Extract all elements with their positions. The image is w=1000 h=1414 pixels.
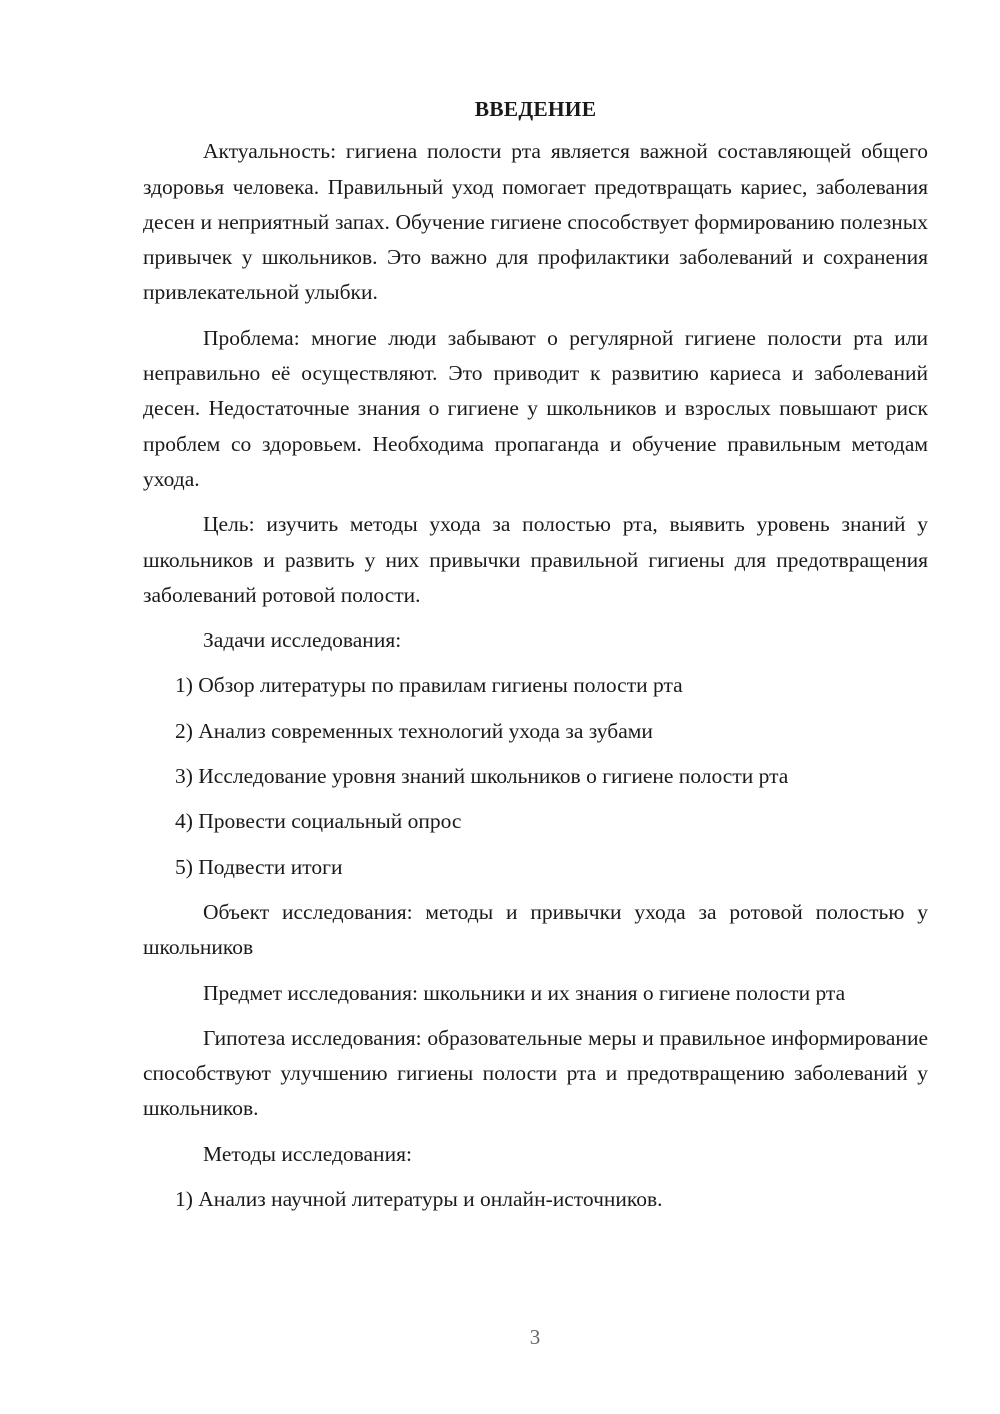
list-item: 1) Обзор литературы по правилам гигиены полости рта (175, 673, 683, 698)
list-item: 5) Подвести итоги (175, 854, 343, 879)
methods-heading: Методы исследования: (203, 1141, 412, 1166)
list-item: 3) Исследование уровня знаний школьников о гигиене полости рта (175, 764, 789, 789)
document-page (143, 92, 928, 1227)
list-item: 2) Анализ современных технологий ухода за зубами (175, 718, 653, 743)
object-paragraph: Объект исследования: методы и привычки ухода за ротовой полостью у школьников (143, 899, 928, 960)
tasks-list (143, 668, 928, 884)
subject-paragraph: Предмет исследования: школьники и их знания о гигиене полости рта (203, 980, 846, 1005)
hypothesis-paragraph: Гипотеза исследования: образовательные меры и правильное информирование способствуют улучшению гигиены полости рта и предотвращению заболеваний у школьников. (143, 1025, 928, 1121)
list-item: 1) Анализ научной литературы и онлайн-источников. (175, 1187, 663, 1212)
tasks-heading: Задачи исследования: (203, 628, 402, 653)
methods-list (143, 1182, 928, 1217)
page-number: 3 (529, 1325, 541, 1349)
goal-paragraph: Цель: изучить методы ухода за полостью рта, выявить уровень знаний у школьников и развить у них привычки правильной гигиены для предотвращения заболеваний ротовой полости. (143, 512, 928, 607)
relevance-paragraph: Актуальность: гигиена полости рта является важной составляющей общего здоровья человека. Правильный уход помогает предотвращать кариес, заболевания десен и неприятный запах. Обучение гигиене способствует формированию полезных привычек у школьников. Это важно для профилактики заболеваний и сохранения привлекательной улыбки. (143, 139, 928, 305)
section-title: ВВЕДЕНИЕ (474, 97, 597, 121)
list-item: 4) Провести социальный опрос (175, 809, 462, 834)
problem-paragraph: Проблема: многие люди забывают о регулярной гигиене полости рта или неправильно её осуществляют. Это приводит к развитию кариеса и заболеваний десен. Недостаточные знания о гигиене у школьников и взрослых повышают риск проблем со здоровьем. Необходима пропаганда и обучение правильным методам ухода. (143, 325, 928, 491)
